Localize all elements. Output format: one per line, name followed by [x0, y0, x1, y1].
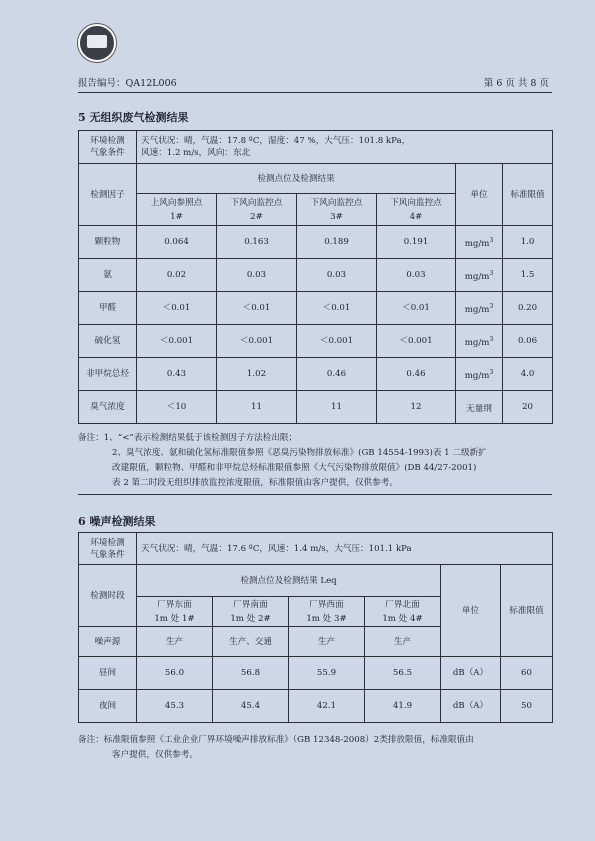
point-1-header: 上风向参照点 1#: [137, 194, 217, 226]
condition-label: 环境检测 气象条件: [79, 131, 137, 164]
table-row: 颗粒物 0.064 0.163 0.189 0.191 $mg/m^3$ 1.0: [79, 226, 553, 259]
point-4-header: 下风向监控点 4#: [377, 194, 456, 226]
point-3-header: 下风向监控点 3#: [297, 194, 377, 226]
section6-table: [78, 532, 553, 723]
table-row: 臭气浓度 ＜10 11 11 12 无量纲 20: [79, 391, 553, 424]
point-4-header: 厂界北面 1m 处 4#: [365, 597, 441, 627]
section5-title: 5 无组织废气检测结果: [78, 111, 189, 124]
factor-header: 检测因子: [79, 164, 137, 226]
section5-table: [78, 130, 553, 424]
condition-text: 天气状况：晴，气温：17.8 ºC，湿度：47 %，大气压：101.8 kPa， 风速：1.2 m/s，风向：东北: [137, 131, 553, 164]
point-2-header: 厂界南面 1m 处 2#: [213, 597, 289, 627]
points-header: 检测点位及检测结果 Leq: [137, 565, 441, 597]
section5-notes: 备注：1、“<”表示检测结果低于该检测因子方法检出限； 2、臭气浓度、氨和硫化氢标准限值参照《恶臭污染物排放标准》(GB 14554-1993)表 1 二级新扩 改建限值，颗粒物、甲醛和非甲烷总烃标准限值参照《大气污染物排放限值》(DB 44/27-2001) 表 2 第二时段无组织排放监控浓度限值，标准限值由客户提供，仅供参考。: [78, 433, 487, 488]
unit-header: 单位: [456, 164, 503, 226]
table-header-row: [79, 164, 553, 194]
section5-body: [79, 226, 553, 424]
condition-row: [79, 131, 553, 164]
table-row: 氨 0.02 0.03 0.03 0.03 $mg/m^3$ 1.5: [79, 259, 553, 292]
points-header: 检测点位及检测结果: [137, 164, 456, 194]
table-row: 夜间 45.3 45.4 42.1 41.9 dB（A） 50: [79, 690, 553, 723]
condition-row: [79, 533, 553, 565]
condition-label: 环境检测 气象条件: [79, 533, 137, 565]
point-3-header: 厂界西面 1m 处 3#: [289, 597, 365, 627]
condition-text: 天气状况：晴，气温：17.6 ºC，风速：1.4 m/s，大气压：101.1 kPa: [137, 533, 553, 565]
limit-header: 标准限值: [503, 164, 553, 226]
report-number: 报告编号：QA12L006: [78, 78, 177, 89]
table-header-row: [79, 565, 553, 597]
point-1-header: 厂界东面 1m 处 1#: [137, 597, 213, 627]
section6-title: 6 噪声检测结果: [78, 515, 156, 528]
notes-divider: [78, 494, 552, 495]
table-row: 非甲烷总烃 0.43 1.02 0.46 0.46 $mg/m^3$ 4.0: [79, 358, 553, 391]
point-2-header: 下风向监控点 2#: [217, 194, 297, 226]
period-header: 检测时段: [79, 565, 137, 627]
page-indicator: 第 6 页 共 8 页: [483, 78, 549, 89]
limit-header: 标准限值: [501, 565, 553, 657]
table-row: 甲醛 ＜0.01 ＜0.01 ＜0.01 ＜0.01 $mg/m^3$ 0.20: [79, 292, 553, 325]
table-row: 昼间 56.0 56.8 55.9 56.5 dB（A） 60: [79, 657, 553, 690]
unit-header: 单位: [441, 565, 501, 657]
company-seal-logo: [78, 24, 116, 62]
table-row: 硫化氢 ＜0.001 ＜0.001 ＜0.001 ＜0.001 $mg/m^3$ 0.06: [79, 325, 553, 358]
source-row: 噪声源 生产 生产、交通 生产 生产: [79, 627, 553, 657]
header-divider: [78, 92, 552, 93]
section6-notes: 备注：标准限值参照《工业企业厂界环境噪声排放标准》（GB 12348-2008）2类排放限值，标准限值由 客户提供，仅供参考。: [78, 735, 474, 760]
source-header: 噪声源: [79, 627, 137, 657]
